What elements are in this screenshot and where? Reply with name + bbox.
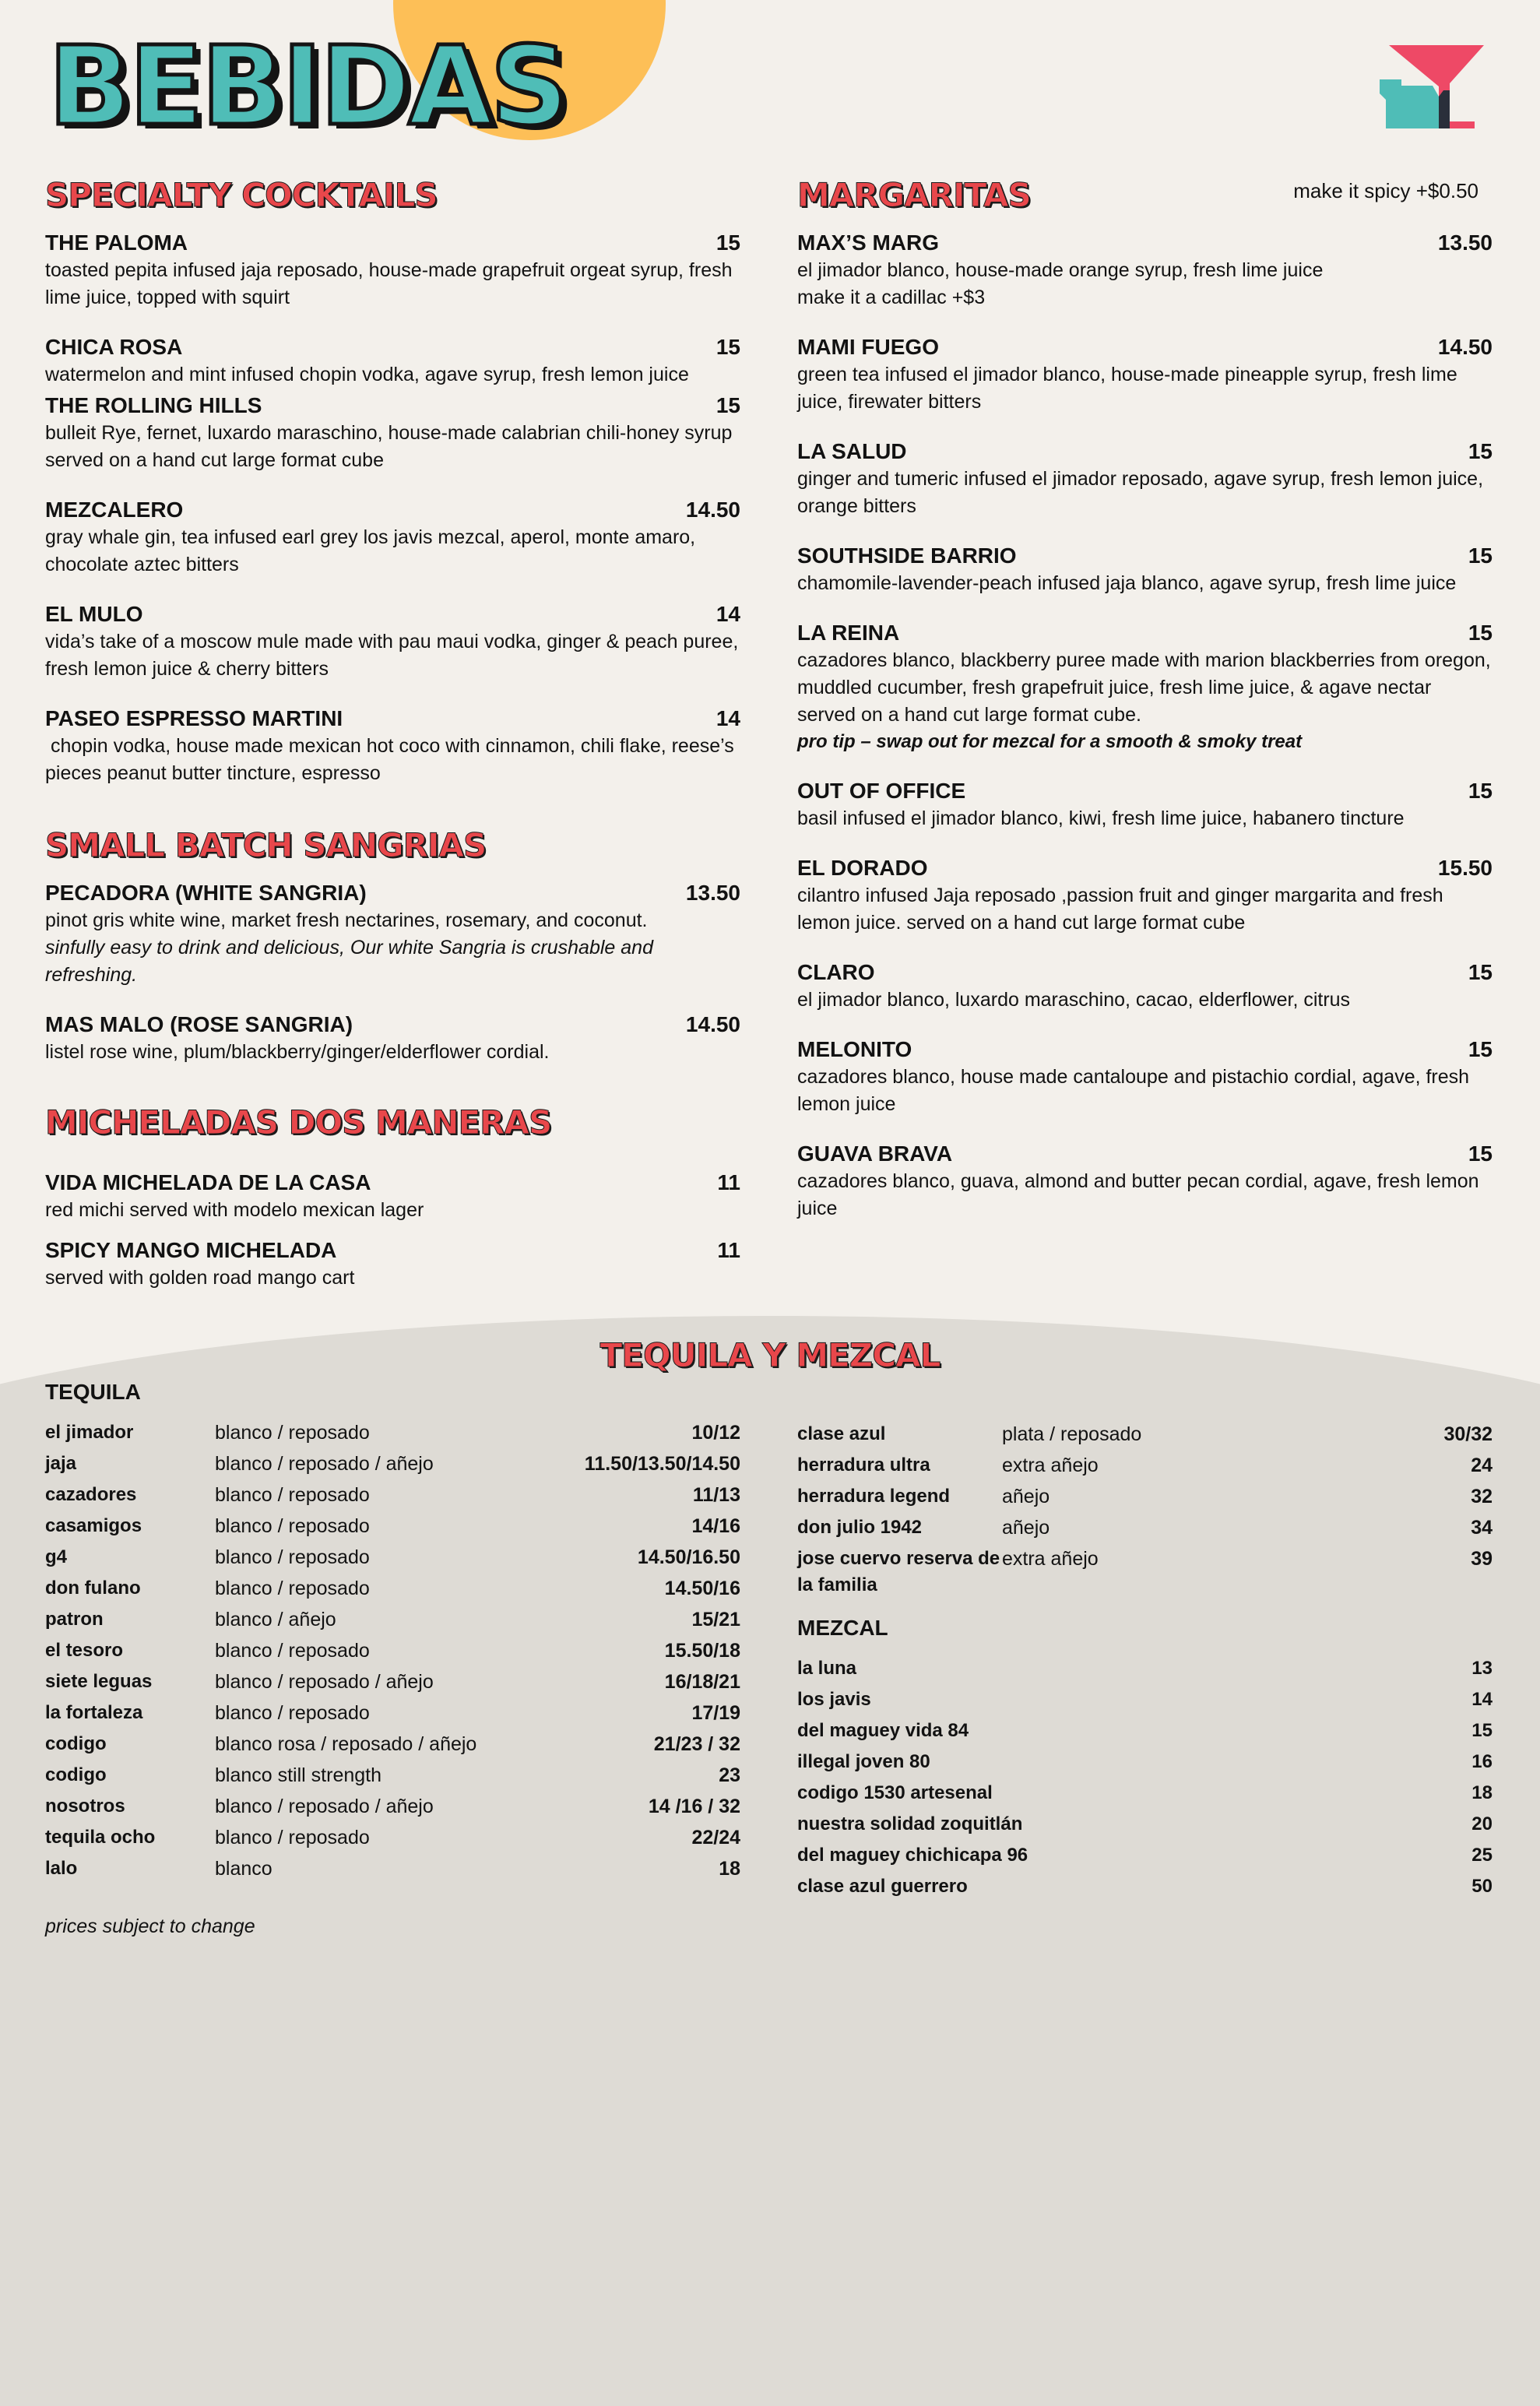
cocktail-glass-icon <box>1378 39 1495 132</box>
mezcal-price: 14 <box>1471 1689 1493 1710</box>
mezcal-subheading: MEZCAL <box>797 1616 888 1640</box>
mezcal-row <box>797 1871 1493 1902</box>
tequila-style: blanco <box>215 1858 272 1880</box>
menu-item <box>45 392 740 474</box>
item-name: PECADORA (WHITE SANGRIA) <box>45 881 367 905</box>
mezcal-name: del maguey chichicapa 96 <box>797 1845 1028 1866</box>
tequila-row <box>797 1512 1493 1543</box>
tequila-row <box>45 1542 740 1573</box>
tequila-style: plata / reposado <box>1002 1423 1142 1445</box>
tequila-name: g4 <box>45 1546 68 1567</box>
mezcal-price: 13 <box>1471 1658 1493 1679</box>
tequila-style: blanco / reposado <box>215 1422 370 1444</box>
item-description: chopin vodka, house made mexican hot coco with cinnamon, chili flake, reese’s pieces peanut butter tincture, espresso <box>45 735 740 784</box>
tequila-price: 15.50/18 <box>664 1640 740 1662</box>
item-description: el jimador blanco, house-made orange syrup, fresh lime juice <box>797 259 1324 281</box>
menu-item <box>797 542 1493 597</box>
mezcal-row <box>797 1778 1493 1809</box>
item-name: CLARO <box>797 960 875 984</box>
item-price: 11 <box>717 1238 740 1262</box>
menu-item <box>45 229 740 311</box>
sangrias-heading: SMALL BATCH SANGRIAS <box>45 826 487 864</box>
tequila-name: codigo <box>45 1733 107 1754</box>
tequila-style: blanco / reposado <box>215 1546 370 1568</box>
tequila-style: blanco rosa / reposado / añejo <box>215 1733 477 1755</box>
item-name: THE ROLLING HILLS <box>45 393 262 417</box>
item-price: 14.50 <box>1437 335 1493 359</box>
tequila-price: 16/18/21 <box>664 1671 740 1693</box>
margaritas-section <box>797 173 1493 1222</box>
tequila-style: blanco still strength <box>215 1764 382 1786</box>
menu-item <box>45 1169 740 1224</box>
item-description: el jimador blanco, luxardo maraschino, cacao, elderflower, citrus <box>797 989 1351 1011</box>
menu-item <box>45 496 740 579</box>
tequila-name: el jimador <box>45 1422 134 1443</box>
mezcal-row <box>797 1684 1493 1715</box>
tequila-price: 39 <box>1471 1548 1493 1570</box>
item-name: GUAVA BRAVA <box>797 1141 953 1166</box>
mezcal-row <box>797 1809 1493 1840</box>
tequila-row <box>45 1760 740 1791</box>
item-name: SOUTHSIDE BARRIO <box>797 543 1017 568</box>
item-price: 14 <box>716 706 740 730</box>
item-description: listel rose wine, plum/blackberry/ginger/elderflower cordial. <box>45 1041 550 1063</box>
tequila-name: clase azul <box>797 1423 886 1444</box>
item-name: VIDA MICHELADA DE LA CASA <box>45 1170 371 1194</box>
tequila-name: herradura ultra <box>797 1455 930 1476</box>
mezcal-name: del maguey vida 84 <box>797 1720 969 1741</box>
tequila-price: 14.50/16 <box>664 1578 740 1599</box>
tequila-price: 14.50/16.50 <box>637 1546 740 1568</box>
tequila-price: 11/13 <box>692 1484 740 1506</box>
tequila-row <box>45 1666 740 1697</box>
tequila-price: 17/19 <box>691 1702 740 1724</box>
menu-item <box>797 1140 1493 1222</box>
tequila-style: blanco / reposado / añejo <box>215 1453 434 1475</box>
menu-item <box>797 438 1493 520</box>
tequila-price: 21/23 / 32 <box>653 1733 740 1755</box>
micheladas-section <box>45 1100 740 1292</box>
item-price: 11 <box>717 1170 740 1194</box>
tequila-price: 23 <box>719 1764 740 1786</box>
tequila-name: jose cuervo reserva de la familia <box>797 1548 1000 1595</box>
item-price: 14.50 <box>685 498 740 522</box>
tequila-style: blanco / reposado <box>215 1640 370 1662</box>
menu-item <box>45 1011 740 1066</box>
item-price: 15 <box>1468 1141 1493 1166</box>
item-description: chamomile-lavender-peach infused jaja blanco, agave syrup, fresh lime juice <box>797 572 1457 594</box>
tequila-name: la fortaleza <box>45 1702 143 1723</box>
tequila-row <box>45 1573 740 1604</box>
tequila-style: extra añejo <box>1002 1455 1099 1476</box>
mezcal-name: nuestra solidad zoquitlán <box>797 1813 1023 1834</box>
item-name: MAMI FUEGO <box>797 335 939 359</box>
mezcal-name: illegal joven 80 <box>797 1751 930 1772</box>
mezcal-row <box>797 1840 1493 1871</box>
mezcal-price: 18 <box>1471 1782 1493 1803</box>
tequila-row <box>45 1729 740 1760</box>
price-disclaimer: prices subject to change <box>45 1915 255 1937</box>
tequila-row <box>797 1450 1493 1481</box>
item-price: 15 <box>716 335 740 359</box>
sangrias-section <box>45 823 740 1066</box>
tequila-style: blanco / reposado <box>215 1827 370 1848</box>
tequila-row <box>45 1853 740 1884</box>
item-description: vida’s take of a moscow mule made with pau maui vodka, ginger & peach puree, fresh lemon juice & cherry bitters <box>45 631 739 680</box>
right-column <box>797 173 1493 1244</box>
mezcal-row <box>797 1715 1493 1746</box>
mezcal-row <box>797 1746 1493 1778</box>
tequila-row <box>45 1511 740 1542</box>
tequila-style: blanco / reposado / añejo <box>215 1796 434 1817</box>
item-description: red michi served with modelo mexican lager <box>45 1199 424 1221</box>
tequila-row <box>45 1417 740 1448</box>
item-description: green tea infused el jimador blanco, house-made pineapple syrup, fresh lime juice, firewater bitters <box>797 364 1457 413</box>
micheladas-heading: MICHELADAS DOS MANERAS <box>45 1103 552 1141</box>
pro-tip: pro tip – swap out for mezcal for a smooth & smoky treat <box>797 731 1303 752</box>
tequila-row <box>797 1481 1493 1512</box>
tequila-name: jaja <box>45 1453 77 1474</box>
mezcal-price: 15 <box>1471 1720 1493 1741</box>
tequila-mezcal-heading-wrap <box>0 1333 1540 1378</box>
item-extra: make it a cadillac +$3 <box>797 287 986 308</box>
mezcal-name: codigo 1530 artesenal <box>797 1782 993 1803</box>
mezcal-price: 20 <box>1471 1813 1493 1834</box>
item-price: 15 <box>1468 621 1493 645</box>
tequila-price: 32 <box>1471 1486 1493 1507</box>
item-description: toasted pepita infused jaja reposado, house-made grapefruit orgeat syrup, fresh lime juice, topped with squirt <box>45 259 733 308</box>
item-price: 15 <box>1468 1037 1493 1061</box>
tequila-name: patron <box>45 1609 104 1630</box>
tequila-style: extra añejo <box>1002 1548 1099 1570</box>
item-price: 13.50 <box>685 881 740 905</box>
item-description: cazadores blanco, blackberry puree made with marion blackberries from oregon, muddled cucumber, fresh grapefruit juice, fresh lime juice, & agave nectar served on a hand cut large format cube. <box>797 649 1491 726</box>
tequila-style: blanco / reposado <box>215 1484 370 1506</box>
item-description: bulleit Rye, fernet, luxardo maraschino, house-made calabrian chili-honey syrup served on a hand cut large format cube <box>45 422 733 471</box>
tequila-name: don fulano <box>45 1578 141 1599</box>
specialty-cocktails-section <box>45 173 740 787</box>
tequila-name: el tesoro <box>45 1640 124 1661</box>
item-name: MELONITO <box>797 1037 912 1061</box>
menu-item <box>45 879 740 989</box>
tequila-list-left <box>45 1378 740 1884</box>
mezcal-name: clase azul guerrero <box>797 1876 968 1897</box>
tequila-name: lalo <box>45 1858 78 1879</box>
tequila-subheading: TEQUILA <box>45 1380 141 1404</box>
tequila-name: siete leguas <box>45 1671 153 1692</box>
tequila-row <box>797 1543 1493 1599</box>
item-description: pinot gris white wine, market fresh nectarines, rosemary, and coconut. <box>45 909 648 931</box>
mezcal-row <box>797 1653 1493 1684</box>
item-name: SPICY MANGO MICHELADA <box>45 1238 337 1262</box>
tequila-name: codigo <box>45 1764 107 1785</box>
tequila-style: blanco / reposado <box>215 1702 370 1724</box>
item-price: 15 <box>1468 439 1493 463</box>
tequila-row <box>45 1448 740 1479</box>
tequila-price: 11.50/13.50/14.50 <box>584 1453 740 1475</box>
item-name: LA SALUD <box>797 439 907 463</box>
tequila-name: cazadores <box>45 1484 137 1505</box>
tequila-price: 10/12 <box>691 1422 740 1444</box>
item-price: 15 <box>1468 960 1493 984</box>
item-name: MAS MALO (ROSE SANGRIA) <box>45 1012 353 1036</box>
item-description: watermelon and mint infused chopin vodka, agave syrup, fresh lemon juice <box>45 364 689 385</box>
specialty-cocktails-heading: SPECIALTY COCKTAILS <box>45 176 438 214</box>
item-price: 14.50 <box>685 1012 740 1036</box>
mezcal-name: la luna <box>797 1658 857 1679</box>
tequila-name: don julio 1942 <box>797 1517 923 1538</box>
item-name: CHICA ROSA <box>45 335 183 359</box>
item-name: MAX’S MARG <box>797 230 939 255</box>
tequila-price: 14/16 <box>691 1515 740 1537</box>
spicy-note: make it spicy +$0.50 <box>1293 179 1478 202</box>
tequila-price: 14 /16 / 32 <box>648 1796 740 1817</box>
tequila-price: 24 <box>1471 1455 1493 1476</box>
tequila-row <box>45 1479 740 1511</box>
menu-item <box>797 777 1493 832</box>
tequila-row <box>45 1604 740 1635</box>
tequila-name: herradura legend <box>797 1486 951 1507</box>
menu-item <box>797 333 1493 416</box>
tequila-list-right <box>797 1419 1493 1902</box>
tequila-price: 18 <box>719 1858 740 1880</box>
mezcal-name: los javis <box>797 1689 871 1710</box>
item-name: EL DORADO <box>797 856 928 880</box>
menu-item <box>45 705 740 787</box>
item-description: gray whale gin, tea infused earl grey los javis mezcal, aperol, monte amaro, chocolate aztec bitters <box>45 526 696 575</box>
tequila-style: añejo <box>1002 1486 1050 1507</box>
item-name: OUT OF OFFICE <box>797 779 966 803</box>
tequila-style: blanco / añejo <box>215 1609 336 1630</box>
menu-item <box>45 600 740 683</box>
margaritas-heading: MARGARITAS <box>797 176 1031 214</box>
item-price: 14 <box>716 602 740 626</box>
tequila-row <box>45 1791 740 1822</box>
item-name: MEZCALERO <box>45 498 184 522</box>
item-name: LA REINA <box>797 621 900 645</box>
item-name: EL MULO <box>45 602 143 626</box>
menu-item <box>797 1036 1493 1118</box>
item-name: THE PALOMA <box>45 230 188 255</box>
item-price: 15 <box>716 230 740 255</box>
tequila-style: añejo <box>1002 1517 1050 1539</box>
item-description: ginger and tumeric infused el jimador reposado, agave syrup, fresh lemon juice, orange bitters <box>797 468 1484 517</box>
item-description: served with golden road mango cart <box>45 1267 355 1289</box>
tequila-row <box>45 1635 740 1666</box>
mezcal-price: 16 <box>1471 1751 1493 1772</box>
item-description: cazadores blanco, guava, almond and butter pecan cordial, agave, fresh lemon juice <box>797 1170 1479 1219</box>
tequila-name: tequila ocho <box>45 1827 156 1848</box>
menu-item <box>797 229 1493 311</box>
item-price: 15.50 <box>1437 856 1493 880</box>
item-name: PASEO ESPRESSO MARTINI <box>45 706 343 730</box>
item-price: 15 <box>1468 779 1493 803</box>
tequila-style: blanco / reposado <box>215 1515 370 1537</box>
tequila-name: nosotros <box>45 1796 125 1817</box>
tequila-price: 34 <box>1471 1517 1493 1539</box>
tequila-price: 22/24 <box>691 1827 740 1848</box>
tequila-row <box>797 1419 1493 1450</box>
mezcal-price: 50 <box>1471 1876 1493 1897</box>
item-price: 13.50 <box>1437 230 1493 255</box>
menu-item <box>45 1236 740 1292</box>
menu-item <box>797 619 1493 755</box>
item-note: sinfully easy to drink and delicious, Our white Sangria is crushable and refreshing. <box>45 937 653 986</box>
left-column <box>45 173 740 1314</box>
tequila-style: blanco / reposado <box>215 1578 370 1599</box>
menu-item <box>797 959 1493 1014</box>
item-description: basil infused el jimador blanco, kiwi, fresh lime juice, habanero tincture <box>797 807 1405 829</box>
item-price: 15 <box>716 393 740 417</box>
tequila-row <box>45 1697 740 1729</box>
tequila-mezcal-heading: TEQUILA Y MEZCAL <box>599 1336 941 1374</box>
tequila-style: blanco / reposado / añejo <box>215 1671 434 1693</box>
menu-item <box>797 854 1493 937</box>
mezcal-price: 25 <box>1471 1845 1493 1866</box>
menu-item <box>45 333 740 389</box>
tequila-name: casamigos <box>45 1515 142 1536</box>
tequila-price: 30/32 <box>1443 1423 1493 1445</box>
item-description: cilantro infused Jaja reposado ,passion fruit and ginger margarita and fresh lemon juice. served on a hand cut large format cube <box>797 885 1443 934</box>
item-description: cazadores blanco, house made cantaloupe and pistachio cordial, agave, fresh lemon juice <box>797 1066 1470 1115</box>
tequila-price: 15/21 <box>691 1609 740 1630</box>
tequila-row <box>45 1822 740 1853</box>
page-title: BEBIDAS <box>48 23 567 150</box>
item-price: 15 <box>1468 543 1493 568</box>
